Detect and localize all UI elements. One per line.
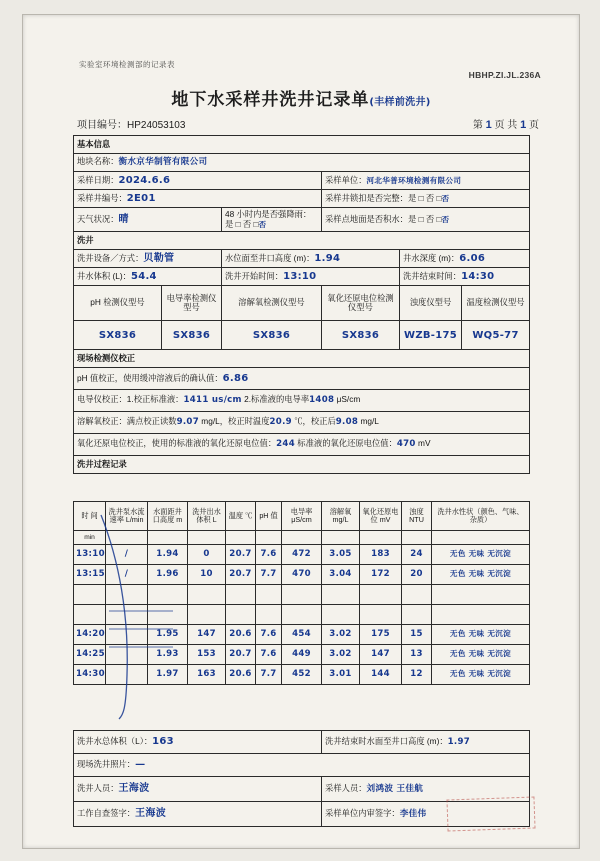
cell-temp [226,645,256,665]
row-total-volume [74,731,322,754]
cell-depth [148,625,188,645]
table-row [74,545,530,565]
col-orp: 氧化还原电位 mV [360,502,402,531]
table-row [74,565,530,585]
cell-vol [188,585,226,605]
calib-ph [74,368,530,390]
cell-temp [226,625,256,645]
cell-temp [226,605,256,625]
cell-ph [256,565,282,585]
row-water-depth [222,250,400,268]
table-row [74,605,530,625]
photo-value: — [135,759,146,771]
cell-vol [188,605,226,625]
cell-rate [106,545,148,565]
cell-ph [256,585,282,605]
cell-do [322,565,360,585]
well-depth-value: 6.06 [459,253,486,264]
row-end-time [400,268,530,286]
cell-vol [188,625,226,645]
cell-ph [256,665,282,685]
cell-value-time: 14:30 [76,668,105,679]
row-end-depth [322,731,530,754]
cell-cond [282,645,322,665]
table-row [74,665,530,685]
form-table [73,135,530,474]
col-desc: 洗井水性状（颜色、气味、杂质） [432,502,530,531]
cell-ntu [402,665,432,685]
calib-do-label: 溶解氧校正：满点校正读数 [77,416,177,427]
cell-value-desc: 无色 无味 无沉淀 [449,649,512,659]
cell-value-ntu: 15 [410,628,423,639]
cell-desc [432,545,530,565]
cell-desc [432,645,530,665]
cell-cond [282,545,322,565]
cell-cond [282,565,322,585]
cell-value-time: 13:10 [76,548,105,559]
cell-cond [282,625,322,645]
cell-value-ph: 7.6 [260,648,277,659]
cell-cond [282,585,322,605]
cell-value-orp: 144 [371,668,390,679]
calib-do-value1: 9.07 [176,417,199,428]
weather-label: 天气状况： [77,213,119,224]
cell-value-orp: 172 [371,568,390,579]
col-ph: pH 值 [256,502,282,531]
cell-value-ph: 7.6 [260,548,277,559]
cell-ph [256,545,282,565]
row-washer [74,777,322,802]
cell-value-orp: 183 [371,548,390,559]
calib-cond-value2: 1408 [309,395,335,406]
washer-value: 王海波 [118,783,150,795]
cell-value-depth: 1.97 [156,668,179,679]
title-printed: 地下水采样井洗井记录单 [171,90,370,110]
col-temp: 温度 ℃ [226,502,256,531]
section-process: 洗井过程记录 [74,456,530,474]
washer-label: 洗井人员： [77,783,119,794]
cell-value-do: 3.05 [329,548,352,559]
calib-cond [74,390,530,412]
calib-do-unit3: mg/L [360,416,379,427]
sampler-label: 采样人员： [325,782,367,793]
cell-orp [360,605,402,625]
cell-depth [148,605,188,625]
instr-value-4: WZB-175 [403,329,458,341]
cell-time [74,605,106,625]
cell-vol [188,645,226,665]
scanned-form [22,14,580,849]
cell-vol [188,545,226,565]
calib-orp-label: 氧化还原电位校正，使用的标准液的氧化还原电位值： [77,438,277,449]
weather-value: 晴 [118,213,129,225]
cell-ntu [402,625,432,645]
instr-header-3: 氧化还原电位检测仪型号 [322,286,400,321]
red-stamp [446,796,535,831]
cell-rate [106,605,148,625]
row-rain [222,208,322,232]
cell-desc [432,625,530,645]
cell-desc [432,605,530,625]
cell-temp [226,585,256,605]
cell-do [322,545,360,565]
page-title [23,85,579,110]
calib-orp-value1: 244 [276,439,295,450]
water-depth-value: 1.94 [314,253,341,264]
instr-header-1: 电导率检测仪型号 [162,286,222,321]
lock-label: 采样井锁扣是否完整：是 □ 否 □ [325,192,442,203]
cell-value-ph: 7.7 [260,568,277,579]
page-number [473,116,539,131]
start-label: 洗井开始时间： [225,271,284,281]
cell-vol [188,665,226,685]
cell-value-depth: 1.93 [156,648,179,659]
cell-time [74,665,106,685]
cell-depth [148,545,188,565]
row-sample-unit [322,172,530,190]
cell-orp [360,645,402,665]
project-value: HP24053103 [127,120,186,131]
document-code: HBHP.ZI.JL.236A [468,70,541,80]
cell-depth [148,585,188,605]
cell-orp [360,565,402,585]
col-time: 时 间 [74,502,106,531]
page-label-3: 页 [529,120,539,131]
cell-rate [106,645,148,665]
cell-value-desc: 无色 无味 无沉淀 [449,629,512,639]
table-row [74,625,530,645]
cell-value-orp: 175 [371,628,390,639]
site-value: 衡水京华制管有限公司 [118,157,208,168]
title-handwritten: (丰样前洗井) [369,97,431,108]
col-do: 溶解氧 mg/L [322,502,360,531]
unit-check-label: 采样单位内审签字： [325,807,400,818]
project-label: 项目编号： [77,120,127,131]
total-label: 洗井水总体积（L）： [77,736,153,747]
cell-time [74,645,106,665]
cell-ntu [402,605,432,625]
cell-value-desc: 无色 无味 无沉淀 [449,549,512,559]
instr-value-0: SX836 [98,329,137,341]
calib-cond-value1: 1411 us/cm [183,395,242,406]
cell-value-ntu: 24 [410,548,423,559]
ground-value: 否 [441,214,450,224]
water-depth-label: 水位面至井口高度 (m)： [225,253,315,263]
cell-orp [360,665,402,685]
cell-value-cond: 452 [292,668,311,679]
unit-check-value: 李佳伟 [399,808,427,819]
cell-value-desc: 无色 无味 无沉淀 [449,669,512,679]
cell-time [74,585,106,605]
cell-value-vol: 0 [203,548,210,559]
end-depth-value: 1.97 [447,736,471,747]
calib-orp-mid: 标准液的氧化还原电位值： [297,438,397,449]
cell-ntu [402,645,432,665]
cell-value-ntu: 12 [410,668,423,679]
cell-value-ph: 7.7 [260,668,277,679]
instr-header-4: 浊度仪型号 [400,286,462,321]
photo-label: 现场洗井照片： [77,759,136,770]
cell-do [322,585,360,605]
cell-value-do: 3.02 [329,628,352,639]
volume-label: 井水体积 (L)： [77,271,131,281]
calib-do-value2: 20.9 [269,417,292,428]
cell-value-temp: 20.6 [229,668,252,679]
cell-time [74,565,106,585]
cell-value-time: 14:20 [76,628,105,639]
cell-depth [148,645,188,665]
cell-value-depth: 1.95 [156,628,179,639]
cell-desc [432,665,530,685]
lock-value: 否 [441,193,450,203]
instr-header-0: pH 检测仪型号 [74,286,162,321]
cell-ntu [402,585,432,605]
cell-value-vol: 147 [197,628,216,639]
cell-temp [226,565,256,585]
calib-orp-unit: mV [418,438,431,449]
end-value: 14:30 [461,271,495,282]
page-current: 1 [485,119,492,131]
self-check-label: 工作自查签字： [77,808,136,819]
cell-value-do: 3.04 [329,568,352,579]
calib-do-unit2: ℃，校正后 [294,416,336,427]
row-start-time [222,268,400,286]
cell-desc [432,565,530,585]
cell-value-time: 14:25 [76,648,105,659]
section-calibration: 现场检测仪校正 [74,350,530,368]
col-depth: 水面距井口高度 m [148,502,188,531]
cell-value-cond: 454 [292,628,311,639]
process-table [73,501,530,685]
cell-value-temp: 20.7 [229,548,252,559]
row-sample-date [74,172,322,190]
cell-value-cond: 470 [292,568,311,579]
cell-temp [226,665,256,685]
cell-cond [282,665,322,685]
row-lock [322,190,530,208]
cell-value-do: 3.02 [329,648,352,659]
cell-value-ph: 7.6 [260,628,277,639]
cell-ph [256,605,282,625]
cell-value-vol: 10 [200,568,213,579]
row-self-check [74,802,322,827]
sample-date-value: 2024.6.6 [118,174,171,186]
col-cond: 电导率 μS/cm [282,502,322,531]
rain-value: 否 [258,219,267,229]
calib-cond-mid: 2.标准液的电导率 [244,394,310,405]
cell-value-vol: 163 [197,668,216,679]
sampler-value: 刘鸿波 王佳航 [366,783,424,794]
header-left-note: 实验室环境检测部的记录表 [79,60,175,69]
calib-do [74,412,530,434]
cell-value-temp: 20.6 [229,628,252,639]
col-volume: 洗井出水体积 L [188,502,226,531]
rain-label: 48 小时内是否强降雨：是 □ 否 □ [225,209,312,229]
cell-do [322,625,360,645]
row-sample-no [74,190,322,208]
calib-cond-unit: μS/cm [336,394,361,405]
cell-rate [106,565,148,585]
instr-header-2: 溶解氧检测仪型号 [222,286,322,321]
cell-value-orp: 147 [371,648,390,659]
col-ntu: 浊度 NTU [402,502,432,531]
cell-time [74,625,106,645]
row-well-depth [400,250,530,268]
cell-ph [256,625,282,645]
cell-temp [226,545,256,565]
total-value: 163 [152,736,174,748]
calib-do-value3: 9.08 [335,417,359,428]
calib-orp [74,434,530,456]
instr-value-2: SX836 [252,329,291,341]
table-row [74,585,530,605]
cell-time [74,545,106,565]
calib-orp-value2: 470 [396,439,416,450]
calib-ph-value: 6.86 [222,373,249,384]
cell-value-depth: 1.94 [156,548,179,559]
cell-desc [432,585,530,605]
cell-orp [360,625,402,645]
cell-value-temp: 20.7 [229,648,252,659]
device-label: 洗井设备／方式： [77,253,144,263]
cell-value-desc: 无色 无味 无沉淀 [449,569,512,579]
cell-cond [282,605,322,625]
cell-vol [188,565,226,585]
ground-label: 采样点地面是否积水：是 □ 否 □ [325,213,442,224]
section-wash: 洗井 [74,232,530,250]
end-depth-label: 洗井结束时水面至井口高度 (m)： [325,735,448,746]
instr-value-3: SX836 [341,329,380,341]
cell-do [322,665,360,685]
site-label: 地块名称： [77,156,119,167]
volume-value: 54.4 [130,271,157,282]
table-row [74,645,530,665]
page-label-2: 页 共 [494,120,518,131]
instr-value-1: SX836 [172,329,211,341]
calib-do-unit1: mg/L，校正时温度 [201,416,270,427]
sample-no-value: 2E01 [126,192,156,204]
end-label: 洗井结束时间： [403,271,462,281]
row-volume [74,268,222,286]
row-device [74,250,222,268]
cell-value-time: 13:15 [76,568,105,579]
cell-value-do: 3.01 [329,668,352,679]
cell-do [322,605,360,625]
cell-rate [106,625,148,645]
start-value: 13:10 [283,271,317,282]
cell-value-ntu: 13 [410,648,423,659]
row-photo [74,754,530,777]
col-rate: 洗井泵水流速率 L/min [106,502,148,531]
cell-value-ntu: 20 [410,568,423,579]
project-number [77,116,185,131]
cell-depth [148,565,188,585]
cell-rate [106,665,148,685]
cell-do [322,645,360,665]
page-label-1: 第 [472,120,483,131]
cell-value-cond: 449 [292,648,311,659]
cell-ntu [402,565,432,585]
cell-value-cond: 472 [292,548,311,559]
calib-ph-label: pH 值校正，使用缓冲溶液后的确认值： [77,373,223,383]
instr-value-5: WQ5-77 [472,329,519,341]
well-depth-label: 井水深度 (m)： [403,253,460,263]
cell-rate [106,585,148,605]
cell-value-depth: 1.96 [156,568,179,579]
row-site [74,154,530,172]
page-total: 1 [520,119,527,131]
self-check-value: 王海波 [135,808,166,820]
cell-ph [256,645,282,665]
device-value: 贝勒管 [143,253,175,264]
row-ground [322,208,530,232]
sample-no-label: 采样井编号： [77,192,127,203]
cell-value-vol: 153 [197,648,216,659]
section-basic: 基本信息 [74,136,530,154]
sample-unit-value: 河北华普环境检测有限公司 [366,175,462,185]
sample-date-label: 采样日期： [77,174,119,185]
cell-ntu [402,545,432,565]
cell-value-rate: / [124,568,129,579]
row-weather [74,208,222,232]
instr-header-5: 温度检测仪型号 [462,286,530,321]
calib-cond-label: 电导仪校正：1.校正标准液： [77,394,184,405]
sample-unit-label: 采样单位： [325,174,367,185]
cell-orp [360,585,402,605]
cell-value-rate: / [124,548,129,559]
col-time-unit: min [74,531,106,545]
cell-depth [148,665,188,685]
cell-orp [360,545,402,565]
cell-value-temp: 20.7 [229,568,252,579]
